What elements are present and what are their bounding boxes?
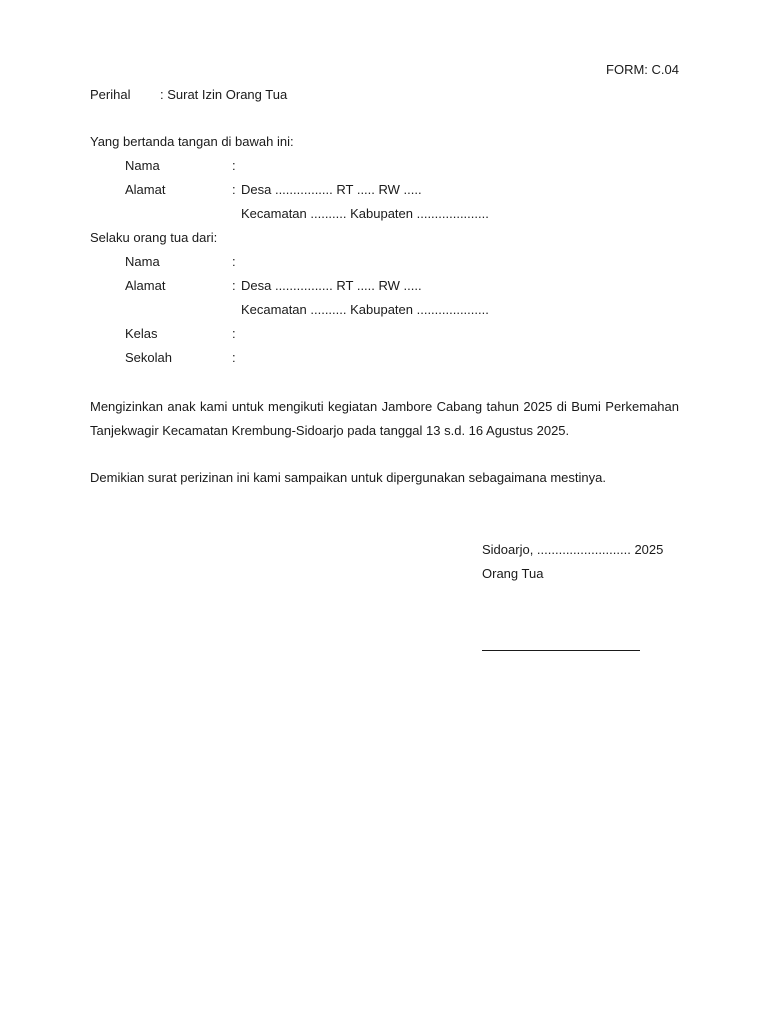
child-class-label: Kelas (125, 326, 158, 341)
parent-name-label: Nama (125, 158, 160, 173)
subject-label: Perihal (90, 87, 131, 102)
child-address-line1: Desa ................ RT ..... RW ..... (241, 278, 422, 293)
signature-role: Orang Tua (482, 566, 544, 581)
permission-paragraph: Mengizinkan anak kami untuk mengikuti kegiatan Jambore Cabang tahun 2025 di Bumi Perkemahan Tanjekwagir Kecamatan Krembung-Sidoarjo pada tanggal 13 s.d. 16 Agustus 2025. (90, 399, 679, 438)
child-name-colon: : (232, 254, 236, 269)
subject-value: : Surat Izin Orang Tua (160, 87, 288, 102)
signature-place-date: Sidoarjo, .......................... 2025 (482, 542, 664, 557)
child-address-label: Alamat (125, 278, 166, 293)
form-code: FORM: C.04 (606, 62, 679, 77)
child-name-label: Nama (125, 254, 160, 269)
parent-name-colon: : (232, 158, 236, 173)
child-class-colon: : (232, 326, 236, 341)
signatory-intro: Yang bertanda tangan di bawah ini: (90, 134, 294, 149)
child-school-label: Sekolah (125, 350, 172, 365)
child-school-colon: : (232, 350, 236, 365)
parent-address-colon: : (232, 182, 236, 197)
signature-line (482, 650, 640, 651)
parent-address-line1: Desa ................ RT ..... RW ..... (241, 182, 422, 197)
child-intro: Selaku orang tua dari: (90, 230, 218, 245)
parent-address-line2: Kecamatan .......... Kabupaten .................... (241, 206, 489, 221)
closing-paragraph: Demikian surat perizinan ini kami sampaikan untuk dipergunakan sebagaimana mestinya. (90, 470, 606, 485)
child-address-colon: : (232, 278, 236, 293)
child-address-line2: Kecamatan .......... Kabupaten .................... (241, 302, 489, 317)
parent-address-label: Alamat (125, 182, 166, 197)
